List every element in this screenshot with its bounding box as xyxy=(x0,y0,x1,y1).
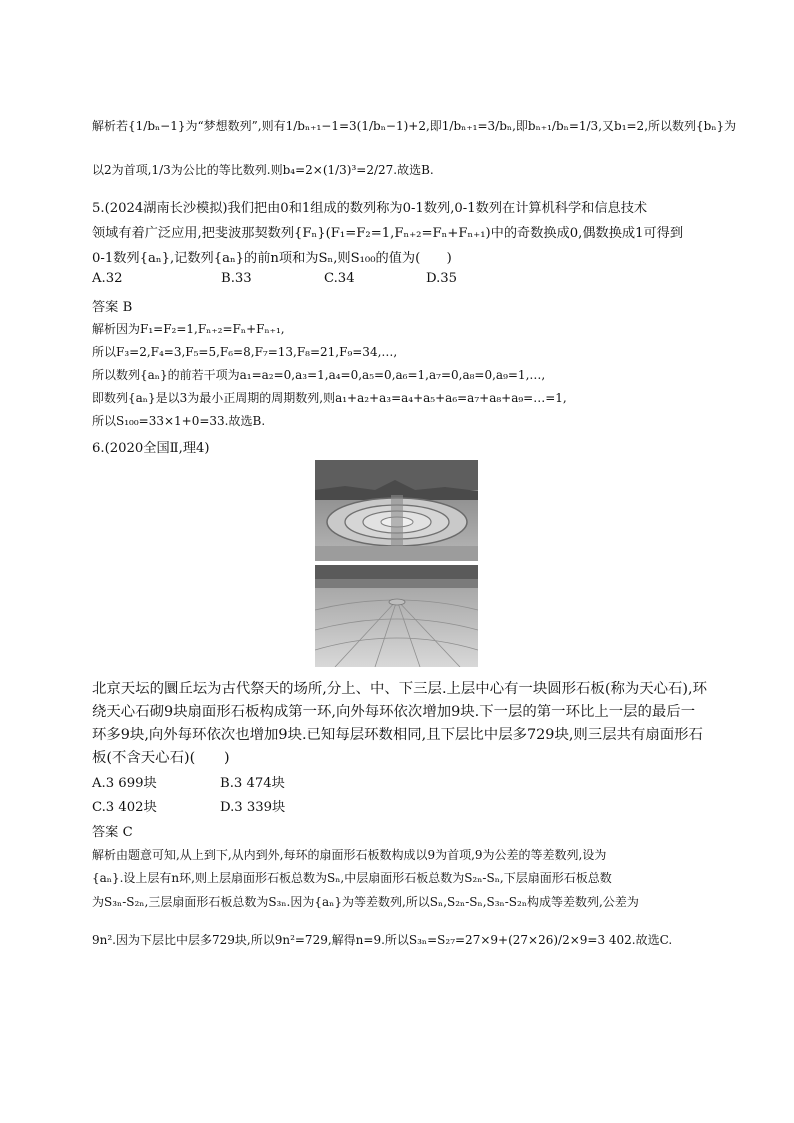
q5-answer: 答案 B xyxy=(92,300,133,315)
q6-answer: 答案 C xyxy=(92,825,133,840)
q6-option-c: C.3 402块 xyxy=(92,800,157,815)
q5-solution-line-3: 所以数列{aₙ}的前若干项为a₁=a₂=0,a₃=1,a₄=0,a₅=0,a₆=1,a₇=0,a₈=0,a₉=1,…, xyxy=(92,368,546,382)
temple-of-heaven-photo xyxy=(315,460,478,667)
q6-stem-line-2: 绕天心石砌9块扇面形石板构成第一环,向外每环依次增加9块.下一层的第一环比上一层的最后一 xyxy=(92,704,696,720)
q6-stem-line-1: 北京天坛的圜丘坛为古代祭天的场所,分上、中、下三层.上层中心有一块圆形石板(称为天心石),环 xyxy=(92,681,707,697)
q6-solution-line-1: 解析由题意可知,从上到下,从内到外,每环的扇面形石板数构成以9为首项,9为公差的等差数列,设为 xyxy=(92,848,607,862)
q6-option-a: A.3 699块 xyxy=(92,776,157,791)
q6-solution-line-3: 为S₃ₙ-S₂ₙ,三层扇面形石板总数为S₃ₙ.因为{aₙ}为等差数列,所以Sₙ,S₂ₙ-Sₙ,S₃ₙ-S₂ₙ构成等差数列,公差为 xyxy=(92,895,639,909)
q6-solution-line-2: {aₙ}.设上层有n环,则上层扇面形石板总数为Sₙ,中层扇面形石板总数为S₂ₙ-Sₙ,下层扇面形石板总数 xyxy=(92,871,612,885)
q5-solution-line-4: 即数列{aₙ}是以3为最小正周期的周期数列,则a₁+a₂+a₃=a₄+a₅+a₆=a₇+a₈+a₉=…=1, xyxy=(92,391,567,405)
q6-option-d: D.3 339块 xyxy=(220,800,286,815)
q5-option-a: A.32 xyxy=(92,271,123,286)
q6-options-row-2 xyxy=(92,796,285,815)
prev-solution-line-1: 解析若{1/bₙ−1}为“梦想数列”,则有1/bₙ₊₁−1=3(1/bₙ−1)+2,即1/bₙ₊₁=3/bₙ,即bₙ₊₁/bₙ=1/3,又b₁=2,所以数列{bₙ}为 xyxy=(92,119,737,133)
q5-options xyxy=(92,271,457,286)
q6-stem-line-3: 环多9块,向外每环依次也增加9块.已知每层环数相同,且下层比中层多729块,则三层共有扇面形石 xyxy=(92,727,703,743)
temple-of-heaven-illustration xyxy=(315,460,478,667)
q5-stem-line-2: 领域有着广泛应用,把斐波那契数列{Fₙ}(F₁=F₂=1,Fₙ₊₂=Fₙ+Fₙ₊₁)中的奇数换成0,偶数换成1可得到 xyxy=(92,226,684,241)
q6-options-row-1 xyxy=(92,772,285,791)
prev-solution-line-2: 以2为首项,1/3为公比的等比数列.则b₄=2×(1/3)³=2/27.故选B. xyxy=(92,163,434,177)
q6-option-b: B.3 474块 xyxy=(220,776,285,791)
q5-solution-line-1: 解析因为F₁=F₂=1,Fₙ₊₂=Fₙ+Fₙ₊₁, xyxy=(92,322,285,336)
q5-option-d: D.35 xyxy=(426,271,458,286)
q6-heading: 6.(2020全国Ⅱ,理4) xyxy=(92,441,210,456)
q5-solution-line-5: 所以S₁₀₀=33×1+0=33.故选B. xyxy=(92,414,266,428)
q5-solution-line-2: 所以F₃=2,F₄=3,F₅=5,F₆=8,F₇=13,F₈=21,F₉=34,…, xyxy=(92,345,398,359)
q5-stem-line-1: 5.(2024湖南长沙模拟)我们把由0和1组成的数列称为0-1数列,0-1数列在计算机科学和信息技术 xyxy=(92,201,648,216)
q5-option-c: C.34 xyxy=(324,271,355,286)
q5-option-b: B.33 xyxy=(221,271,252,286)
q6-solution-line-4: 9n².因为下层比中层多729块,所以9n²=729,解得n=9.所以S₃ₙ=S₂₇=27×9+(27×26)/2×9=3 402.故选C. xyxy=(92,933,673,947)
q6-stem-line-4: 板(不含天心石)( ) xyxy=(92,750,230,766)
q5-stem-line-3: 0-1数列{aₙ},记数列{aₙ}的前n项和为Sₙ,则S₁₀₀的值为( ) xyxy=(92,251,452,266)
